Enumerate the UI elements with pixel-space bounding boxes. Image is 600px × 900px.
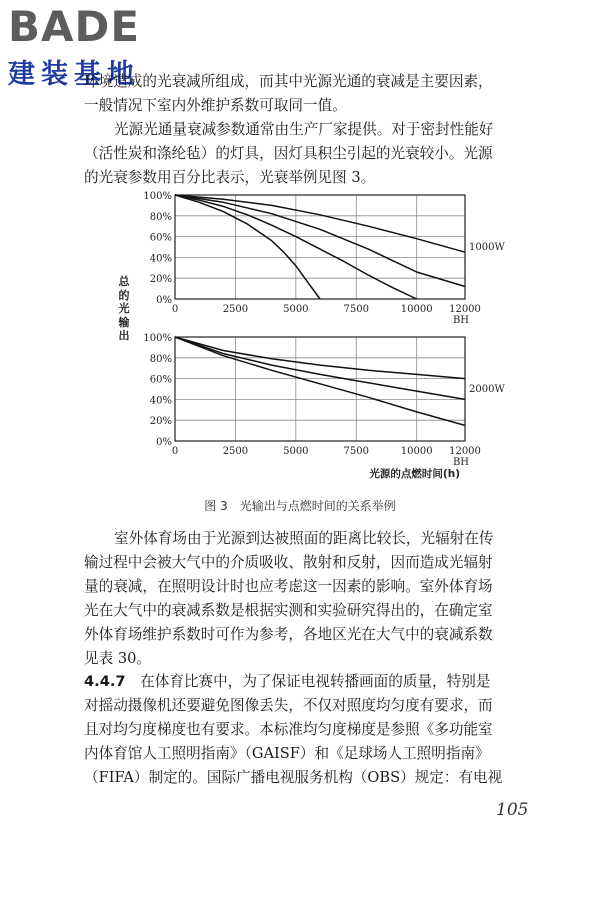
page-number: 105 <box>496 800 529 820</box>
text-line: 对摇动摄像机还要避免图像丢失，不仅对照度均匀度有要求，而 <box>84 697 493 714</box>
y-tick-label: 0% <box>156 437 172 448</box>
x-axis-label: 光源的点燃时间(h) <box>369 468 460 480</box>
paragraph-intro <box>84 70 524 118</box>
x-tick-label: 7500 <box>343 446 369 457</box>
x-tick-label: 10000 <box>400 304 433 315</box>
paragraph-light-decay <box>84 118 524 190</box>
y-tick-label: 100% <box>143 191 172 202</box>
text-line: （活性炭和涤纶毡）的灯具，因灯具积尘引起的光衰较小。光源 <box>84 145 493 162</box>
y-tick-label: 60% <box>149 232 172 244</box>
chart-1000w <box>143 191 505 326</box>
section-number: 4.4.7 <box>84 673 126 690</box>
series-label: 2000W <box>469 383 505 395</box>
chart-2000w <box>143 333 505 480</box>
x-tick-label: 10000 <box>400 446 433 457</box>
y-tick-label: 60% <box>149 374 172 386</box>
x-tick-label: 5000 <box>283 446 309 457</box>
x-tick-label: 12000 <box>449 304 481 315</box>
y-axis-label: 总的光输出 <box>118 275 130 342</box>
x-tick-label: 0 <box>171 304 179 315</box>
logo-title: BADE <box>8 2 141 51</box>
y-tick-label: 0% <box>156 295 172 306</box>
text-line: （FIFA）制定的。国际广播电视服务机构（OBS）规定：有电视 <box>84 769 503 786</box>
text-line: 外体育场维护系数时可作为参考，各地区光在大气中的衰减系数 <box>84 626 493 643</box>
text-line: 光源光通量衰减参数通常由生产厂家提供。对于密封性能好 <box>114 121 494 138</box>
text-line: 在体育比赛中，为了保证电视转播画面的质量，特别是 <box>140 673 491 690</box>
text-line: 光在大气中的衰减系数是根据实测和实验研究得出的，在确定室 <box>84 602 493 619</box>
x-tick-label: 0 <box>171 446 179 457</box>
paragraph-section-4-4-7 <box>84 670 524 790</box>
y-tick-label: 80% <box>149 211 172 223</box>
plot-frame <box>175 195 465 299</box>
text-line: 输过程中会被大气中的介质吸收、散射和反射，因而造成光辐射 <box>84 554 493 571</box>
figure-caption: 图 3 光输出与点燃时间的关系举例 <box>204 499 396 513</box>
text-line: 量的衰减，在照明设计时也应考虑这一因素的影响。室外体育场 <box>84 578 493 595</box>
y-tick-label: 20% <box>149 416 172 428</box>
x-tick-label: 2500 <box>222 446 249 457</box>
y-tick-label: 40% <box>149 395 172 407</box>
text-line: 的光衰参数用百分比表示，光衰举例见图 3。 <box>84 169 376 186</box>
series-line-curve-3 <box>175 337 465 425</box>
text-line: 内体育馆人工照明指南》（GAISF）和《足球场人工照明指南》 <box>84 745 490 762</box>
y-tick-label: 100% <box>143 333 172 344</box>
text-line: 且对均匀度梯度也有要求。本标准均匀度梯度是参照《多功能室 <box>84 721 493 738</box>
text-line: 见表 30。 <box>84 650 151 667</box>
figure-charts <box>110 188 505 488</box>
series-line-curve-2 <box>175 337 465 399</box>
x-tick-label: 7500 <box>343 304 369 315</box>
x-tick-label: 5000 <box>283 304 309 315</box>
paragraph-outdoor-attenuation <box>84 527 524 671</box>
series-line-curve-1 <box>175 195 465 252</box>
x-unit-label: BH <box>452 315 470 326</box>
x-tick-label: 2500 <box>222 304 249 315</box>
y-tick-label: 20% <box>149 274 172 286</box>
y-tick-label: 40% <box>149 253 172 265</box>
x-unit-label: BH <box>452 457 470 468</box>
text-line: 一般情况下室内外维护系数可取同一值。 <box>84 97 347 114</box>
logo-subtitle: 建装基地 <box>8 59 140 90</box>
y-tick-label: 80% <box>149 353 172 365</box>
text-line: 室外体育场由于光源到达被照面的距离比较长，光辐射在传 <box>114 530 494 547</box>
text-line: 环境造成的光衰减所组成，而其中光源光通的衰减是主要因素， <box>84 73 493 90</box>
x-tick-label: 12000 <box>449 446 481 457</box>
series-label: 1000W <box>469 241 505 253</box>
